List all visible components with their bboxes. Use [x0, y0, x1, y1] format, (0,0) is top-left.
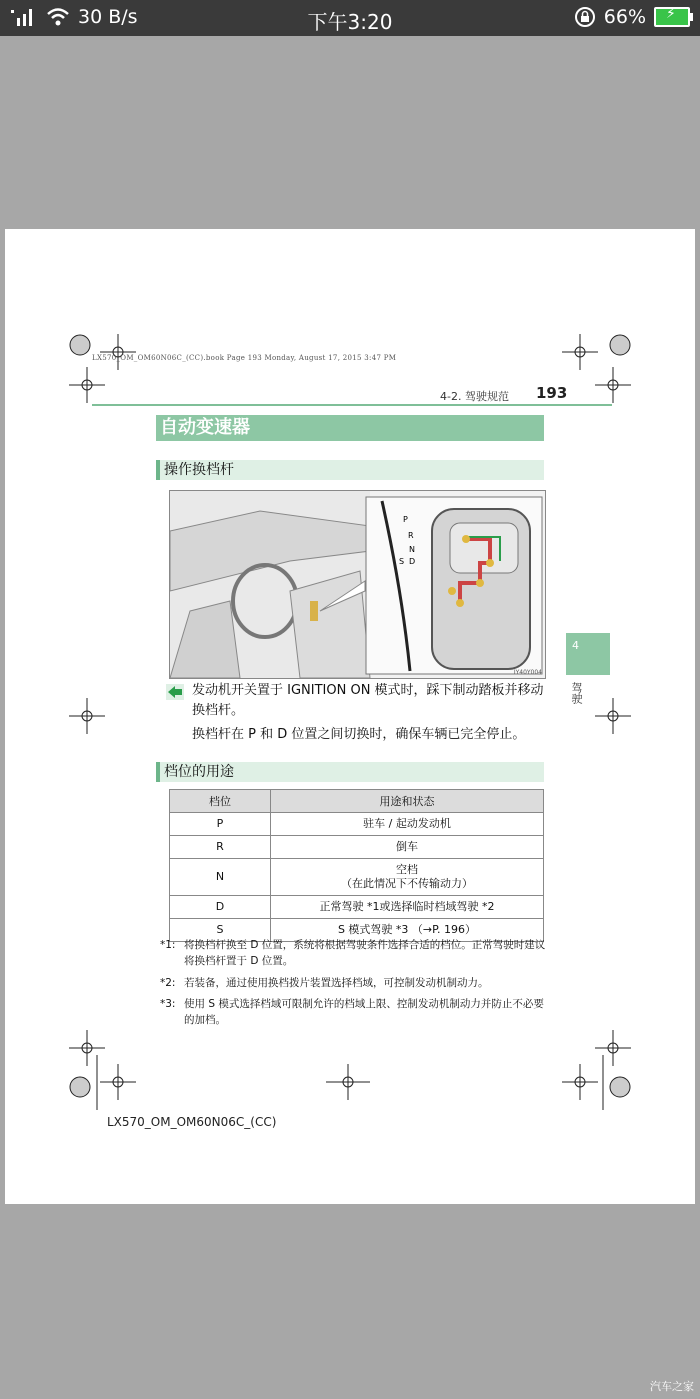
footnote-2 — [160, 975, 550, 991]
page-title: 自动变速器 — [156, 415, 544, 441]
footnote-mark: *1: — [160, 939, 176, 951]
car-interior-illustration — [170, 491, 545, 678]
clock: 下午3:20 — [307, 10, 393, 34]
watermark: 汽车之家 — [650, 1380, 694, 1393]
gear-usage-table — [169, 789, 544, 942]
usage-cell — [271, 859, 544, 896]
usage-cell: 驻车 / 起动发动机 — [271, 813, 544, 836]
footnote-text: 将换档杆换至 D 位置，系统将根据驾驶条件选择合适的档位。正常驾驶时建议将换档杆置于 D 位置。 — [184, 939, 546, 967]
usage-line-note: （在此情况下不传输动力） — [341, 877, 473, 890]
col-header-gear: 档位 — [170, 790, 271, 813]
shift-label-d: D — [409, 557, 416, 566]
footnote-text: 使用 S 模式选择档域可限制允许的档域上限、控制发动机制动力并防止不必要的加档。 — [184, 998, 544, 1026]
book-header-line: LX570_OM_OM60N06C_(CC).book Page 193 Monday, August 17, 2015 3:47 PM — [92, 354, 397, 362]
gear-cell: P — [170, 813, 271, 836]
shift-label-s: S — [399, 557, 405, 566]
subtitle-gear-usage: 档位的用途 — [156, 762, 544, 782]
footnote-text: 若装备，通过使用换档拨片装置选择档域，可控制发动机制动力。 — [184, 977, 489, 989]
gear-cell: N — [170, 859, 271, 896]
figure-code: IY40Y004 — [513, 669, 542, 676]
page-footer: LX570_OM_OM60N06C_(CC) — [107, 1115, 277, 1129]
arrow-icon — [166, 684, 184, 700]
instruction-paragraph: 发动机开关置于 IGNITION ON 模式时，踩下制动踏板并移动换档杆。 — [192, 683, 544, 718]
footnote-mark: *3: — [160, 998, 176, 1010]
usage-line: 空档 — [396, 863, 418, 876]
table-row — [170, 859, 544, 896]
table-row — [170, 813, 544, 836]
usage-cell: 正常驾驶 *1或选择临时档域驾驶 *2 — [271, 896, 544, 919]
network-speed: 30 B/s — [78, 6, 138, 28]
footnote-1 — [160, 937, 550, 969]
battery-icon: ⚡ — [654, 7, 690, 27]
table-header-row — [170, 790, 544, 813]
table-row — [170, 836, 544, 859]
shift-label-p: P — [403, 515, 408, 524]
gear-cell: R — [170, 836, 271, 859]
shift-label-r: R — [408, 531, 414, 540]
col-header-usage: 用途和状态 — [271, 790, 544, 813]
chapter-tab-label: 驾驶 — [570, 682, 583, 704]
table-row — [170, 896, 544, 919]
subtitle-operate-lever: 操作换档杆 — [156, 460, 544, 480]
section-reference: 4-2. 驾驶规范 — [440, 390, 509, 403]
battery-percent: 66% — [603, 6, 646, 28]
gear-cell: D — [170, 896, 271, 919]
footnote-mark: *2: — [160, 977, 176, 989]
usage-cell: 倒车 — [271, 836, 544, 859]
shift-lever-figure — [169, 490, 546, 679]
footnote-3 — [160, 996, 550, 1028]
gear-cell: S — [170, 919, 271, 942]
chapter-tab: 4 — [566, 633, 610, 675]
page-number: 193 — [536, 384, 568, 402]
usage-cell: S 模式驾驶 *3 （→P. 196） — [271, 919, 544, 942]
header-rule — [92, 404, 612, 406]
caution-paragraph: 换档杆在 P 和 D 位置之间切换时，确保车辆已完全停止。 — [192, 727, 526, 742]
shift-label-n: N — [409, 545, 415, 554]
